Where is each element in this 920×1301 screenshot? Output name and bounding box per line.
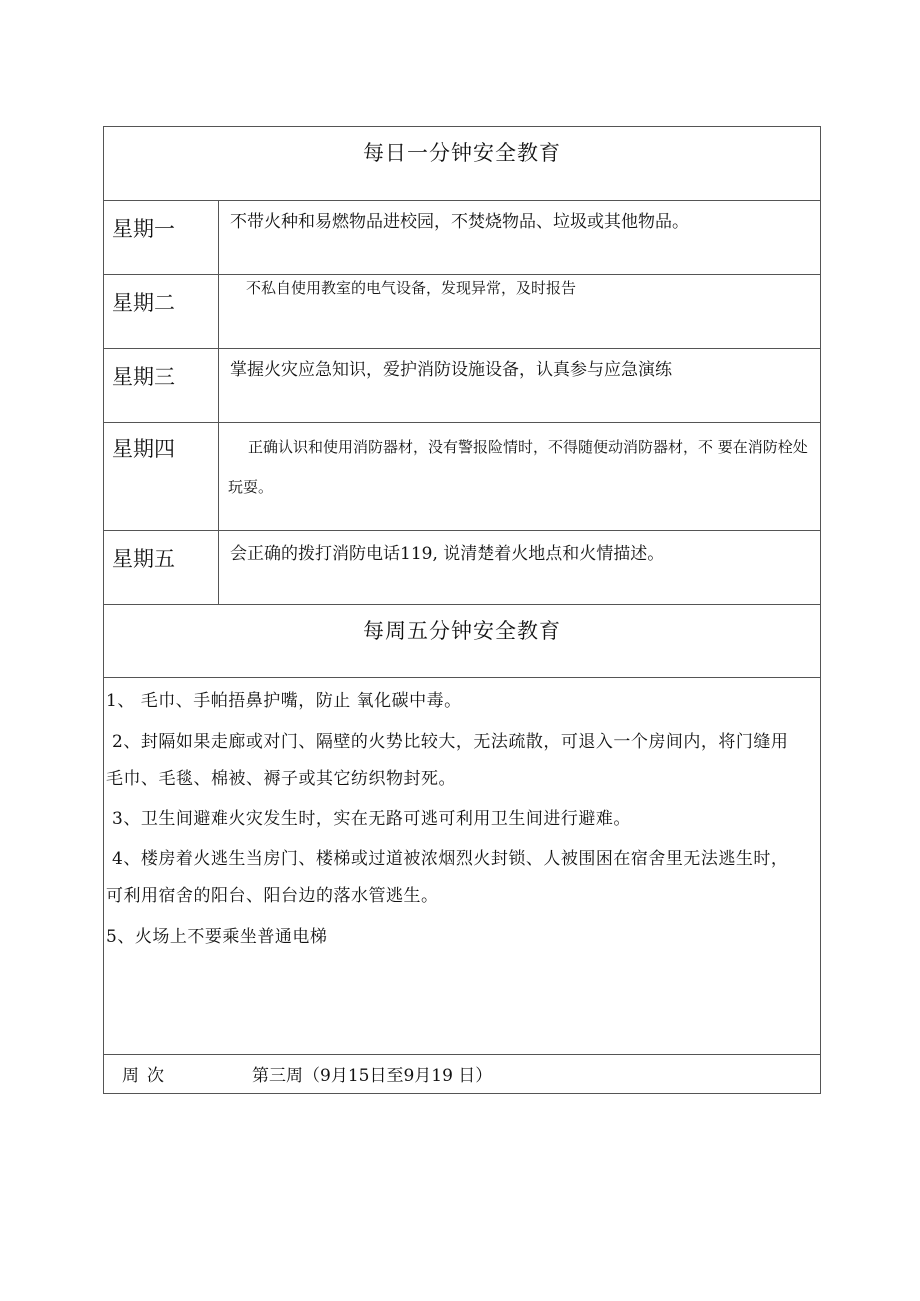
day-row-wednesday xyxy=(104,349,820,423)
day-text: 掌握火灾应急知识，爱护消防设施设备，认真参与应急演练 xyxy=(230,360,672,380)
week-label: 周次 xyxy=(122,1066,172,1086)
week-footer-row xyxy=(104,1055,820,1093)
day-label-cell xyxy=(104,423,219,530)
day-label: 星期一 xyxy=(112,217,175,241)
week-value: 第三周（9月15日至9月19 日） xyxy=(252,1066,493,1086)
tip-item: 1、 毛巾、手帕捂鼻护嘴，防止 氧化碳中毒。 xyxy=(106,691,462,711)
day-label-cell xyxy=(104,275,219,348)
day-label-cell xyxy=(104,349,219,422)
day-row-thursday xyxy=(104,423,820,531)
daily-title: 每日一分钟安全教育 xyxy=(363,141,561,165)
day-label-cell xyxy=(104,201,219,274)
weekly-title-row xyxy=(104,605,820,678)
day-label: 星期三 xyxy=(112,365,175,389)
day-row-friday xyxy=(104,531,820,605)
day-label: 星期二 xyxy=(112,291,175,315)
day-label: 星期四 xyxy=(112,437,175,461)
daily-title-row xyxy=(104,127,820,201)
tip-item: 4、楼房着火逃生当房门、楼梯或过道被浓烟烈火封锁、人被围困在宿舍里无法逃生时，可利用宿舍的阳台、阳台边的落水管逃生。 xyxy=(106,849,789,906)
weekly-title: 每周五分钟安全教育 xyxy=(363,619,561,643)
tip-item: 5、火场上不要乘坐普通电梯 xyxy=(106,927,328,947)
day-text: 不带火种和易燃物品进校园，不焚烧物品、垃圾或其他物品。 xyxy=(230,212,689,232)
day-label-cell xyxy=(104,531,219,604)
safety-education-table xyxy=(103,126,821,1094)
day-row-tuesday xyxy=(104,275,820,349)
tip-item: 2、封隔如果走廊或对门、隔壁的火势比较大，无法疏散，可退入一个房间内，将门缝用毛巾、毛毯、棉被、褥子或其它纺织物封死。 xyxy=(106,732,789,789)
weekly-tips-block xyxy=(104,678,820,1055)
day-text: 会正确的拨打消防电话119, 说清楚着火地点和火情描述。 xyxy=(230,544,665,564)
day-label: 星期五 xyxy=(112,547,175,571)
day-text: 正确认识和使用消防器材，没有警报险情时，不得随便动消防器材，不 要在消防栓处玩耍。 xyxy=(228,438,808,496)
tip-item: 3、卫生间避难火灾发生时，实在无路可逃可利用卫生间进行避难。 xyxy=(112,809,631,829)
day-row-monday xyxy=(104,201,820,275)
day-text: 不私自使用教室的电气设备，发现异常，及时报告 xyxy=(246,279,577,297)
